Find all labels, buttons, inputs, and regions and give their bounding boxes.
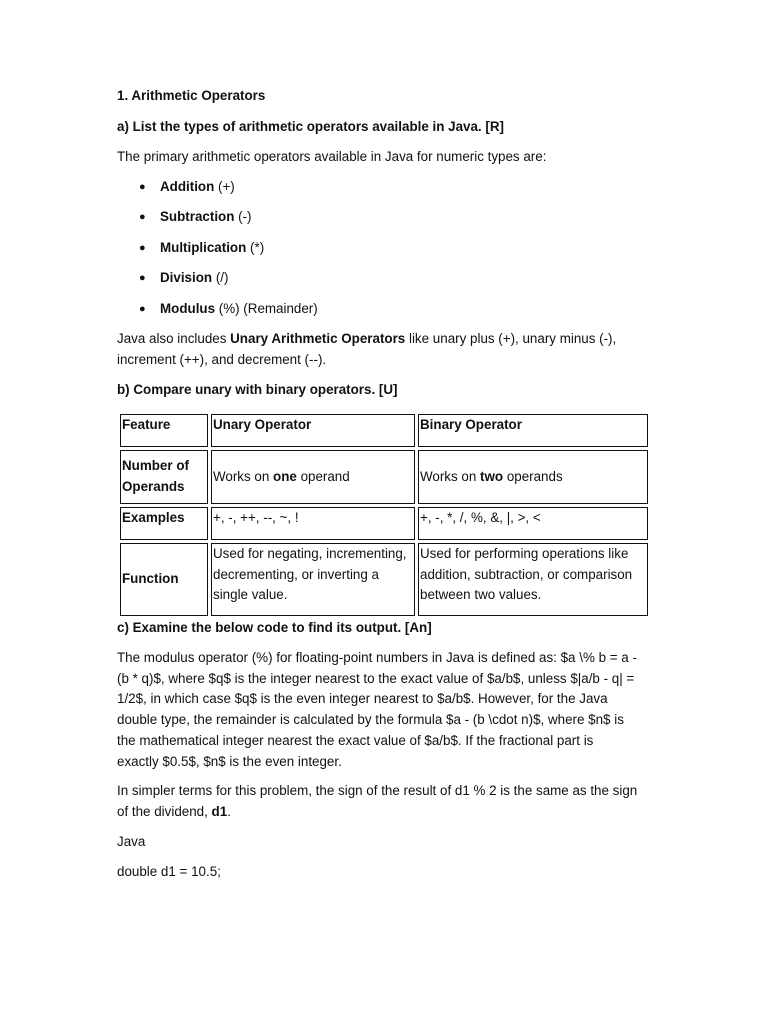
table-row: [120, 507, 648, 540]
cell-binary-operands: Works on two operands: [418, 450, 648, 504]
list-item-addition: Addition (+): [160, 179, 235, 194]
bullet-icon: ●: [139, 242, 146, 254]
section-heading: 1. Arithmetic Operators: [117, 88, 266, 103]
question-b-title: b) Compare unary with binary operators. [U]: [117, 382, 398, 397]
question-c-title: c) Examine the below code to find its output. [An]: [117, 620, 432, 635]
bullet-icon: ●: [139, 181, 146, 193]
code-line: double d1 = 10.5;: [117, 864, 221, 879]
cell-feature-operands: Number of Operands: [120, 450, 208, 504]
cell-unary-operands: Works on one operand: [211, 450, 415, 504]
unary-note: Java also includes Unary Arithmetic Operators like unary plus (+), unary minus (-), increment (++), and decrement (--).: [117, 331, 617, 367]
comparison-table: [117, 411, 651, 619]
simpler-terms-paragraph: In simpler terms for this problem, the sign of the result of d1 % 2 is the same as the sign of the dividend, d1.: [117, 783, 638, 819]
modulus-explanation: The modulus operator (%) for floating-point numbers in Java is defined as: $a \% b = a - (b * q)$, where $q$ is the integer nearest to the exact value of $a/b$, unless $|a/b - q| = 1/2$, in which case $q$ is the even integer nearest to $a/b$. However, for the Java double type, the remainder is calculated by the formula $a - (b \cdot n)$, where $n$ is the mathematical integer nearest the exact value of $a/b$. If the fractional part is exactly $0.5$, $n$ is the even integer.: [117, 650, 637, 769]
list-item-multiplication: Multiplication (*): [160, 240, 265, 255]
list-item-subtraction: Subtraction (-): [160, 209, 252, 224]
cell-binary-examples: +, -, *, /, %, &, |, >, <: [418, 507, 648, 540]
bullet-icon: ●: [139, 303, 146, 315]
cell-feature-examples: Examples: [120, 507, 208, 540]
code-language-label: Java: [117, 834, 146, 849]
cell-unary-examples: +, -, ++, --, ~, !: [211, 507, 415, 540]
question-a-title: a) List the types of arithmetic operators available in Java. [R]: [117, 119, 504, 134]
question-a-intro: The primary arithmetic operators available in Java for numeric types are:: [117, 149, 547, 164]
list-item-division: Division (/): [160, 270, 229, 285]
cell-unary-function: Used for negating, incrementing, decrementing, or inverting a single value.: [211, 543, 415, 616]
cell-binary-function: Used for performing operations like addition, subtraction, or comparison between two values.: [418, 543, 648, 616]
table-row: [120, 543, 648, 616]
table-row: [120, 450, 648, 504]
header-binary: Binary Operator: [418, 414, 648, 447]
table-header-row: [120, 414, 648, 447]
header-unary: Unary Operator: [211, 414, 415, 447]
bullet-icon: ●: [139, 272, 146, 284]
header-feature: Feature: [120, 414, 208, 447]
cell-feature-function: Function: [120, 543, 208, 616]
list-item-modulus: Modulus (%) (Remainder): [160, 301, 318, 316]
bullet-icon: ●: [139, 211, 146, 223]
